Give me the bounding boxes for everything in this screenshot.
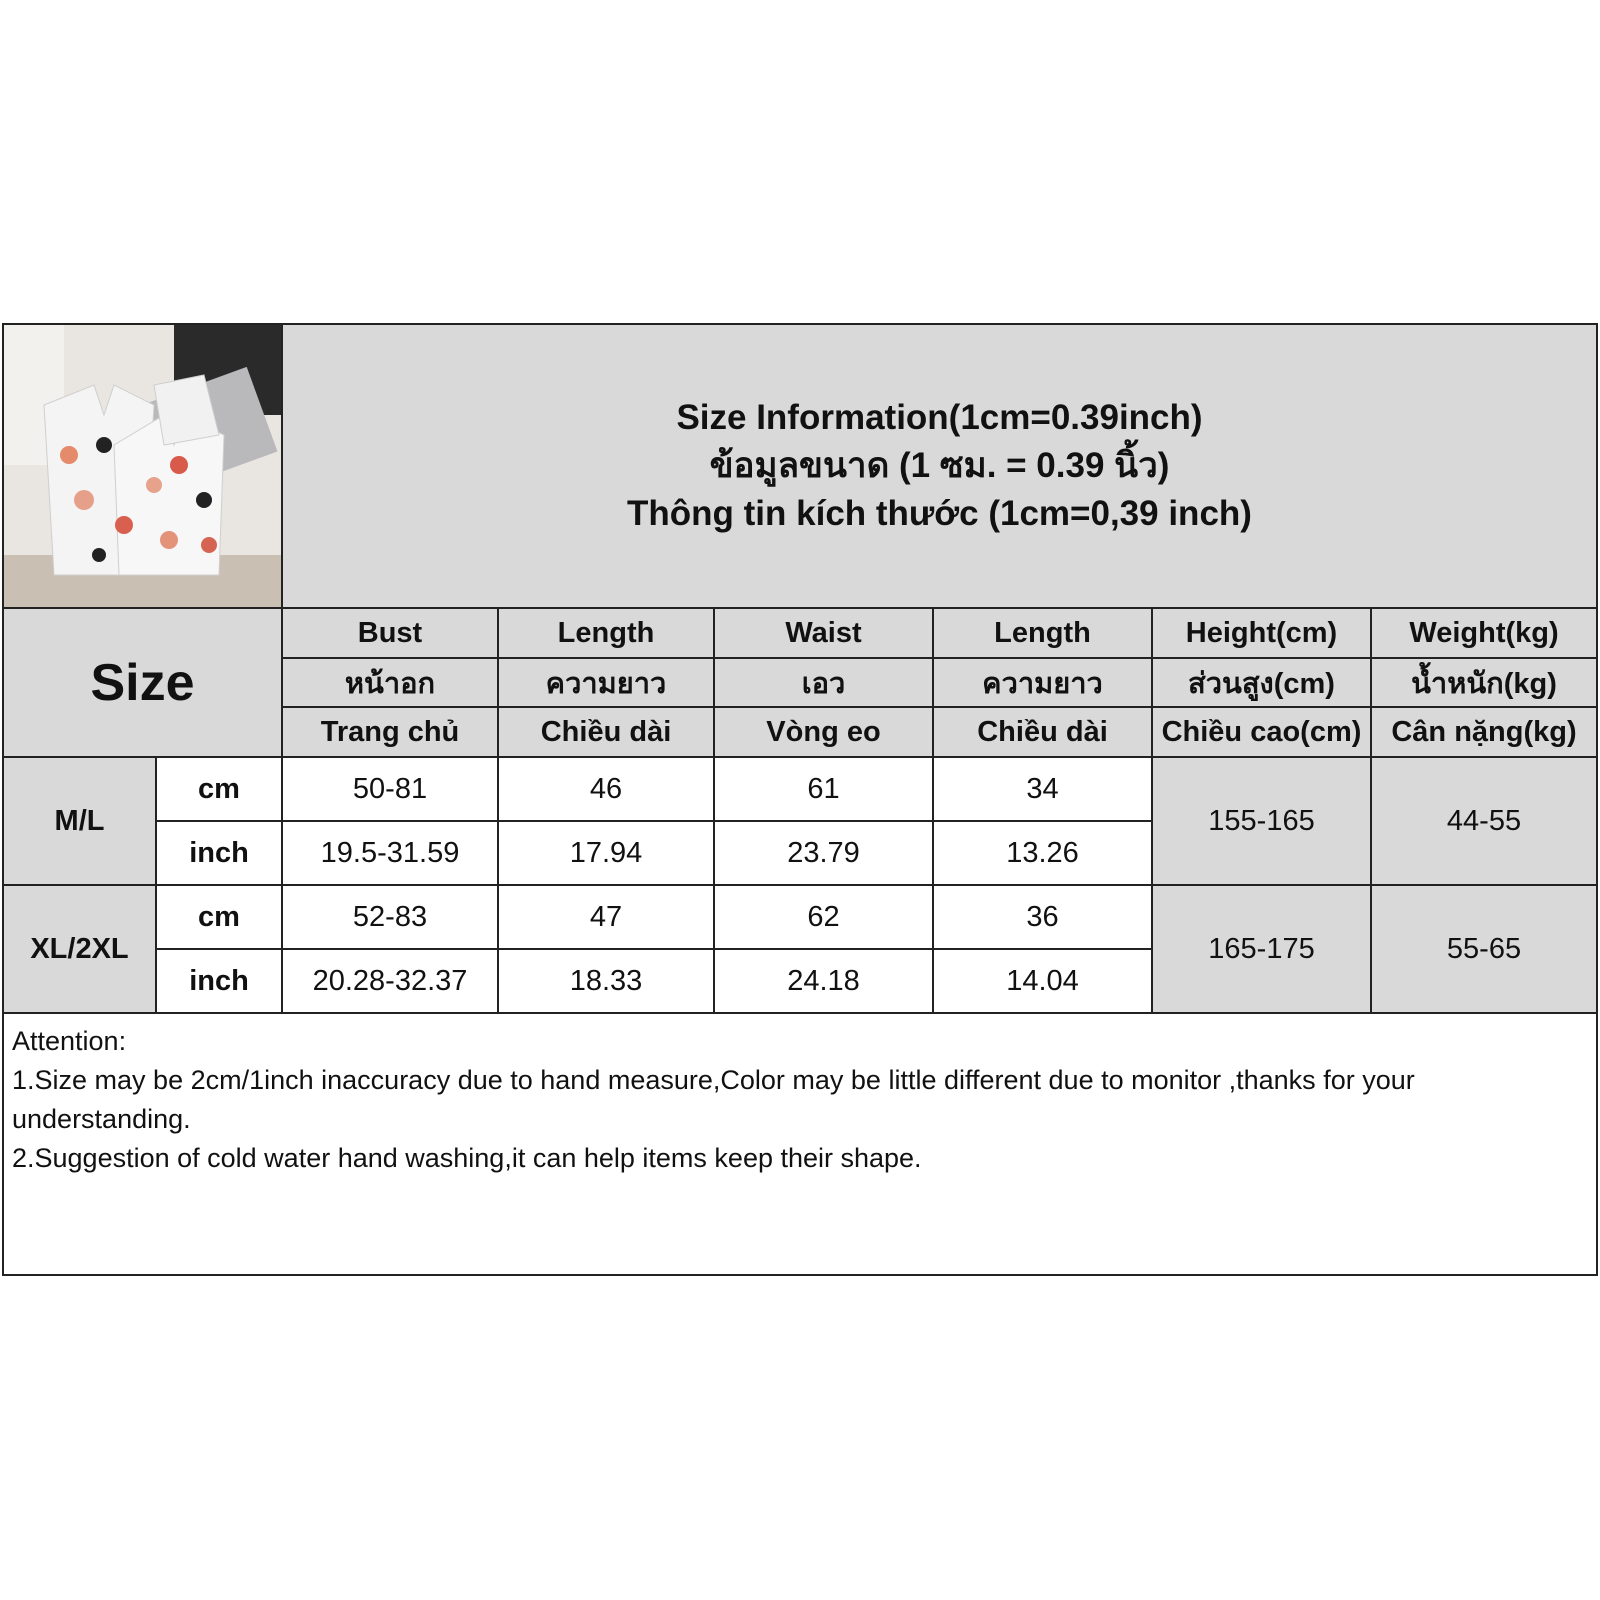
- col-header-en: Waist: [715, 609, 934, 659]
- size-chart: [2, 323, 1598, 1276]
- unit-label: inch: [157, 950, 283, 1014]
- table-cell: 52-83: [283, 886, 499, 950]
- col-header-en: Bust: [283, 609, 499, 659]
- table-cell: 14.04: [934, 950, 1153, 1014]
- unit-label: cm: [157, 758, 283, 822]
- col-header-en: Length: [934, 609, 1153, 659]
- table-cell: 20.28-32.37: [283, 950, 499, 1014]
- height-range: 165-175: [1153, 886, 1372, 1014]
- unit-label: inch: [157, 822, 283, 886]
- note-line: 2.Suggestion of cold water hand washing,it can help items keep their shape.: [12, 1143, 922, 1173]
- product-photo-illustration: [4, 325, 281, 607]
- table-cell: 24.18: [715, 950, 934, 1014]
- table-cell: 50-81: [283, 758, 499, 822]
- col-header-vi: Cân nặng(kg): [1372, 708, 1596, 758]
- table-cell: 46: [499, 758, 715, 822]
- table-cell: 34: [934, 758, 1153, 822]
- table-cell: 19.5-31.59: [283, 822, 499, 886]
- table-cell: 18.33: [499, 950, 715, 1014]
- col-header-vi: Chiều dài: [934, 708, 1153, 758]
- note-line: understanding.: [12, 1104, 191, 1134]
- table-cell: 23.79: [715, 822, 934, 886]
- col-header-en: Weight(kg): [1372, 609, 1596, 659]
- unit-label: cm: [157, 886, 283, 950]
- col-header-th: เอว: [715, 659, 934, 708]
- weight-range: 55-65: [1372, 886, 1596, 1014]
- col-header-th: หน้าอก: [283, 659, 499, 708]
- col-header-en: Length: [499, 609, 715, 659]
- weight-range: 44-55: [1372, 758, 1596, 886]
- col-header-en: Height(cm): [1153, 609, 1372, 659]
- col-header-th: ความยาว: [499, 659, 715, 708]
- size-name: M/L: [4, 758, 157, 886]
- title-en: Size Information(1cm=0.39inch): [676, 398, 1203, 437]
- col-header-vi: Chiều dài: [499, 708, 715, 758]
- col-header-vi: Chiều cao(cm): [1153, 708, 1372, 758]
- product-photo: [4, 325, 283, 609]
- table-cell: 36: [934, 886, 1153, 950]
- col-header-vi: Vòng eo: [715, 708, 934, 758]
- table-cell: 61: [715, 758, 934, 822]
- col-header-th: ส่วนสูง(cm): [1153, 659, 1372, 708]
- notes-heading: Attention:: [12, 1026, 127, 1056]
- table-cell: 47: [499, 886, 715, 950]
- title-block: [283, 325, 1596, 609]
- size-heading: Size: [4, 609, 283, 758]
- title-vi: Thông tin kích thước (1cm=0,39 inch): [627, 494, 1252, 533]
- table-cell: 17.94: [499, 822, 715, 886]
- col-header-th: น้ำหนัก(kg): [1372, 659, 1596, 708]
- table-cell: 13.26: [934, 822, 1153, 886]
- title-th: ข้อมูลขนาด (1 ซม. = 0.39 นิ้ว): [709, 446, 1170, 485]
- col-header-th: ความยาว: [934, 659, 1153, 708]
- size-name: XL/2XL: [4, 886, 157, 1014]
- height-range: 155-165: [1153, 758, 1372, 886]
- col-header-vi: Trang chủ: [283, 708, 499, 758]
- table-cell: 62: [715, 886, 934, 950]
- attention-notes: [4, 1018, 1596, 1182]
- note-line: 1.Size may be 2cm/1inch inaccuracy due to hand measure,Color may be little different due to monitor ,thanks for your: [12, 1065, 1415, 1095]
